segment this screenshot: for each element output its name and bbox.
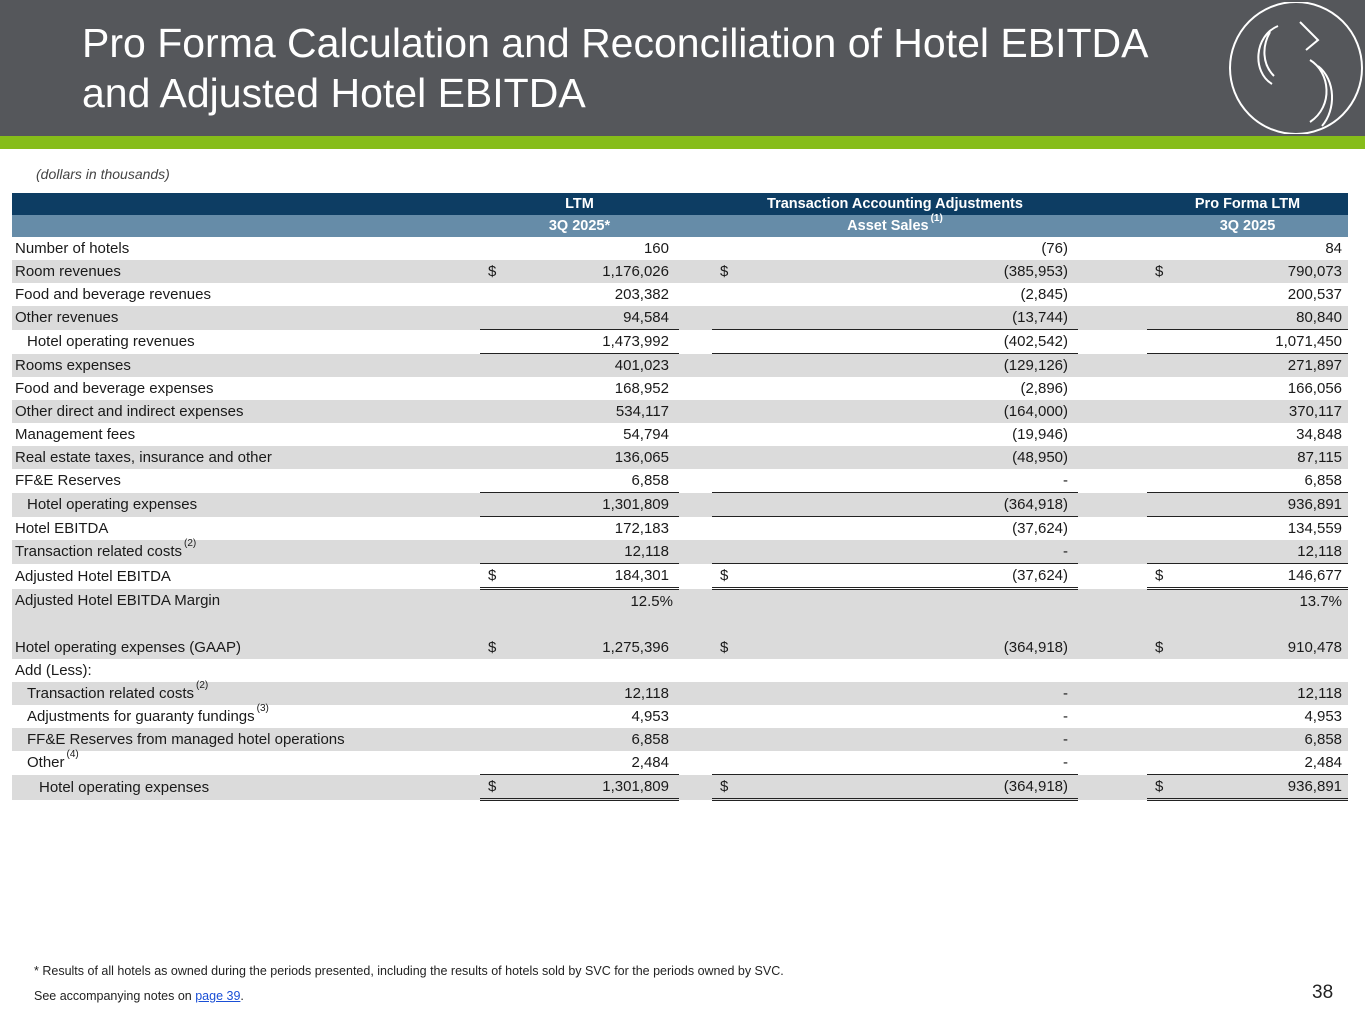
adjustment-value: (364,918) [752,493,1078,517]
ltm-value: 136,065 [520,446,679,469]
gap [1078,469,1147,493]
gap [1078,589,1147,614]
currency-symbol: $ [1147,636,1187,659]
table-row [12,260,1348,283]
currency-symbol [480,446,520,469]
ltm-value: 94,584 [520,306,679,330]
currency-symbol [712,330,752,354]
gap [1078,564,1147,589]
table-row [12,682,1348,705]
table-row [12,354,1348,378]
gap [1078,260,1147,283]
table-row [12,775,1348,800]
row-label: Food and beverage expenses [15,380,214,397]
row-label: Food and beverage revenues [15,286,211,303]
ltm-value: 160 [643,240,669,257]
currency-symbol: $ [1147,260,1187,283]
currency-symbol [480,400,520,423]
currency-symbol [480,377,520,400]
spacer-row [12,613,1348,636]
currency-symbol [1147,659,1187,682]
gap [679,400,712,423]
adjustment-value: (164,000) [752,400,1078,423]
page-title: Pro Forma Calculation and Reconciliation of Hotel EBITDA and Adjusted Hotel EBITDA [82,20,1149,116]
currency-symbol: $ [712,775,752,800]
ltm-value: 1,301,809 [520,775,679,800]
currency-symbol [1147,423,1187,446]
header-band [0,0,1365,136]
gap [1078,540,1147,564]
currency-symbol [712,493,752,517]
row-label: Adjustments for guaranty fundings $^{(3)}$ [27,703,269,725]
currency-symbol [1147,540,1187,564]
adjustment-value: (37,624) [752,564,1078,589]
gap [679,728,712,751]
table-row [12,589,1348,614]
gap [679,775,712,800]
ltm-value: 172,183 [614,520,669,537]
currency-symbol [712,705,752,728]
col-header-proforma: Pro Forma LTM [1147,193,1348,215]
currency-symbol [1147,446,1187,469]
adjustment-value: (385,953) [752,260,1078,283]
table-row [12,493,1348,517]
gap [1078,354,1147,378]
currency-symbol [712,237,752,260]
row-label: Real estate taxes, insurance and other [12,446,480,469]
proforma-value: 370,117 [1187,400,1348,423]
row-label: Hotel operating expenses [12,775,480,800]
proforma-value: 166,056 [1287,380,1343,397]
currency-symbol [712,469,752,493]
ltm-value: 401,023 [520,354,679,378]
currency-symbol [480,237,520,260]
gap [1078,423,1147,446]
row-label: Adjusted Hotel EBITDA Margin [12,589,480,614]
table-row [12,636,1348,659]
proforma-value: 134,559 [1287,520,1343,537]
row-label: Rooms expenses [12,354,480,378]
ltm-value: 6,858 [520,469,679,493]
row-label: Number of hotels [15,240,130,257]
currency-symbol [480,469,520,493]
currency-symbol [712,728,752,751]
adjustment-value: - [1063,708,1068,725]
gap [1078,775,1147,800]
gap [1078,493,1147,517]
gap [1078,330,1147,354]
ltm-value: 12.5% [520,589,679,614]
gap [679,589,712,614]
ltm-value: 203,382 [614,286,669,303]
table-row [12,517,1348,541]
row-label: Hotel operating expenses (GAAP) [12,636,480,659]
currency-symbol [1147,237,1187,260]
ltm-value: 1,275,396 [520,636,679,659]
gap [1078,659,1147,682]
adjustment-value: - [752,682,1078,705]
currency-symbol [480,493,520,517]
adjustment-value: (129,126) [752,354,1078,378]
col-header-ltm-period: 3Q 2025* [480,215,679,237]
currency-symbol: $ [480,775,520,800]
adjustment-value: - [752,540,1078,564]
currency-symbol [1147,400,1187,423]
gap [1078,728,1147,751]
row-label: Room revenues [12,260,480,283]
gap [679,517,712,541]
proforma-value: 4,953 [1304,708,1343,725]
gap [1078,636,1147,659]
table-row [12,330,1348,354]
gap [1078,306,1147,330]
currency-symbol [712,446,752,469]
proforma-value: 271,897 [1187,354,1348,378]
currency-symbol: $ [712,564,752,589]
adjustment-value: (364,918) [752,636,1078,659]
financial-table [12,193,1348,801]
currency-symbol [712,517,752,541]
adjustment-value: (402,542) [752,330,1078,354]
proforma-value: 200,537 [1287,286,1343,303]
table-row [12,564,1348,589]
currency-symbol [480,283,520,306]
gap [679,705,712,728]
spacer-cell [12,613,1348,636]
proforma-value: 936,891 [1187,775,1348,800]
footnote: * Results of all hotels as owned during the periods presented, including the results of hotels sold by SVC for the periods owned by SVC. [34,964,784,978]
adjustment-value: (48,950) [752,446,1078,469]
ltm-value: 534,117 [520,400,679,423]
col-header-adjustments: Transaction Accounting Adjustments [712,193,1078,215]
currency-symbol [1147,330,1187,354]
currency-symbol [480,589,520,614]
currency-symbol [712,400,752,423]
col-header-ltm: LTM [480,193,679,215]
adjustment-value: (364,918) [752,775,1078,800]
adjustment-value: - [752,469,1078,493]
gap [1078,400,1147,423]
gap [679,283,712,306]
gap [679,446,712,469]
proforma-value: 87,115 [1187,446,1348,469]
proforma-value: 6,858 [1187,469,1348,493]
currency-symbol [480,517,520,541]
ltm-value: 1,176,026 [520,260,679,283]
currency-symbol [1147,493,1187,517]
adjustment-value: (19,946) [1012,426,1068,443]
gap [679,354,712,378]
table-row [12,423,1348,446]
proforma-value: 80,840 [1187,306,1348,330]
table-row [12,705,1348,728]
gap [679,377,712,400]
ltm-value: 6,858 [520,728,679,751]
ltm-value: 1,301,809 [520,493,679,517]
row-label: Hotel EBITDA [15,519,109,537]
adjustment-value: - [752,751,1078,775]
gap [1078,283,1147,306]
adjustment-value: (2,896) [1020,380,1068,397]
currency-symbol [480,306,520,330]
gap [679,493,712,517]
proforma-value [1187,659,1348,682]
row-label: Add (Less): [15,662,92,679]
see-notes: See accompanying notes on page 39. [34,989,244,1003]
currency-symbol [712,423,752,446]
proforma-value: 790,073 [1187,260,1348,283]
proforma-value: 34,848 [1296,426,1343,443]
adjustment-value: (76) [1041,240,1068,257]
currency-symbol [480,423,520,446]
currency-symbol [1147,283,1187,306]
accent-stripe [0,136,1365,149]
currency-symbol: $ [1147,564,1187,589]
adjustment-value: - [752,728,1078,751]
header-row-2 [12,215,1348,237]
proforma-value: 2,484 [1187,751,1348,775]
currency-symbol [1147,589,1187,614]
ltm-value: 168,952 [614,380,669,397]
gap [679,682,712,705]
gap [1078,517,1147,541]
table-row [12,306,1348,330]
gap [679,751,712,775]
row-label: Hotel operating expenses [12,493,480,517]
table-row [12,446,1348,469]
proforma-value: 1,071,450 [1187,330,1348,354]
proforma-value: 936,891 [1187,493,1348,517]
currency-symbol [712,283,752,306]
table-row [12,377,1348,400]
row-label: Other direct and indirect expenses [12,400,480,423]
currency-symbol [712,354,752,378]
proforma-value: 12,118 [1187,540,1348,564]
table-row [12,283,1348,306]
adjustment-value: (37,624) [1012,520,1068,537]
gap [1078,237,1147,260]
currency-symbol [712,751,752,775]
row-label: Other revenues [12,306,480,330]
gap [679,659,712,682]
currency-symbol: $ [480,636,520,659]
row-label: Adjusted Hotel EBITDA [15,567,171,585]
adjustment-value [752,589,1078,614]
currency-symbol [1147,469,1187,493]
table-row [12,659,1348,682]
page-39-link[interactable]: page 39 [195,989,241,1003]
currency-symbol [712,540,752,564]
row-label: FF&E Reserves from managed hotel operations [12,728,480,751]
table-row [12,540,1348,564]
currency-symbol: $ [1147,775,1187,800]
ltm-value: 54,794 [623,426,669,443]
row-label: Transaction related costs $^{(2)}$ [12,682,480,705]
gap [679,260,712,283]
currency-symbol [712,682,752,705]
proforma-value: 6,858 [1187,728,1348,751]
currency-symbol [1147,751,1187,775]
row-label: Transaction related costs $^{(2)}$ [12,540,480,564]
currency-symbol [712,589,752,614]
table-body [12,237,1348,800]
currency-symbol [1147,354,1187,378]
table-row [12,728,1348,751]
gap [679,564,712,589]
gap [679,330,712,354]
row-label: FF&E Reserves [15,472,121,490]
company-logo-icon [1226,2,1365,134]
gap [1078,682,1147,705]
currency-symbol [712,377,752,400]
proforma-value: 12,118 [1187,682,1348,705]
gap [679,540,712,564]
currency-symbol [480,330,520,354]
table-row [12,237,1348,260]
currency-symbol [480,751,520,775]
ltm-value: 4,953 [631,708,669,725]
proforma-value: 910,478 [1187,636,1348,659]
gap [679,469,712,493]
currency-symbol [1147,682,1187,705]
col-header-proforma-period: 3Q 2025 [1147,215,1348,237]
currency-symbol [480,728,520,751]
currency-symbol [712,306,752,330]
col-header-asset-sales: Asset Sales $^{(1)}$ [712,215,1078,237]
row-label: Hotel operating revenues [27,333,195,350]
row-label: Other $^{(4)}$ [27,749,79,772]
page-number: 38 [1312,982,1334,1003]
units-note: (dollars in thousands) [36,166,170,182]
gap [1078,377,1147,400]
currency-symbol: $ [712,260,752,283]
currency-symbol [480,682,520,705]
adjustment-value: (2,845) [1020,286,1068,303]
currency-symbol: $ [712,636,752,659]
ltm-value: 12,118 [520,682,679,705]
gap [679,636,712,659]
currency-symbol: $ [480,564,520,589]
proforma-value: 13.7% [1187,589,1348,614]
currency-symbol [480,354,520,378]
header-row-1 [12,193,1348,215]
proforma-value: 146,677 [1187,564,1348,589]
ltm-value [520,659,679,682]
table-row [12,469,1348,493]
table-row [12,751,1348,775]
gap [1078,751,1147,775]
ltm-value: 2,484 [520,751,679,775]
currency-symbol [480,705,520,728]
gap [1078,446,1147,469]
table-row [12,400,1348,423]
ltm-value: 12,118 [520,540,679,564]
proforma-value: 84 [1325,240,1343,257]
gap [679,306,712,330]
adjustment-value [752,659,1078,682]
currency-symbol [1147,517,1187,541]
currency-symbol [1147,705,1187,728]
currency-symbol [480,659,520,682]
row-label: Management fees [15,426,136,443]
currency-symbol [712,659,752,682]
gap [679,237,712,260]
currency-symbol [1147,728,1187,751]
ltm-value: 1,473,992 [520,330,679,354]
currency-symbol [1147,377,1187,400]
ltm-value: 184,301 [520,564,679,589]
adjustment-value: (13,744) [752,306,1078,330]
gap [1078,705,1147,728]
currency-symbol: $ [480,260,520,283]
currency-symbol [1147,306,1187,330]
currency-symbol [480,540,520,564]
gap [679,423,712,446]
